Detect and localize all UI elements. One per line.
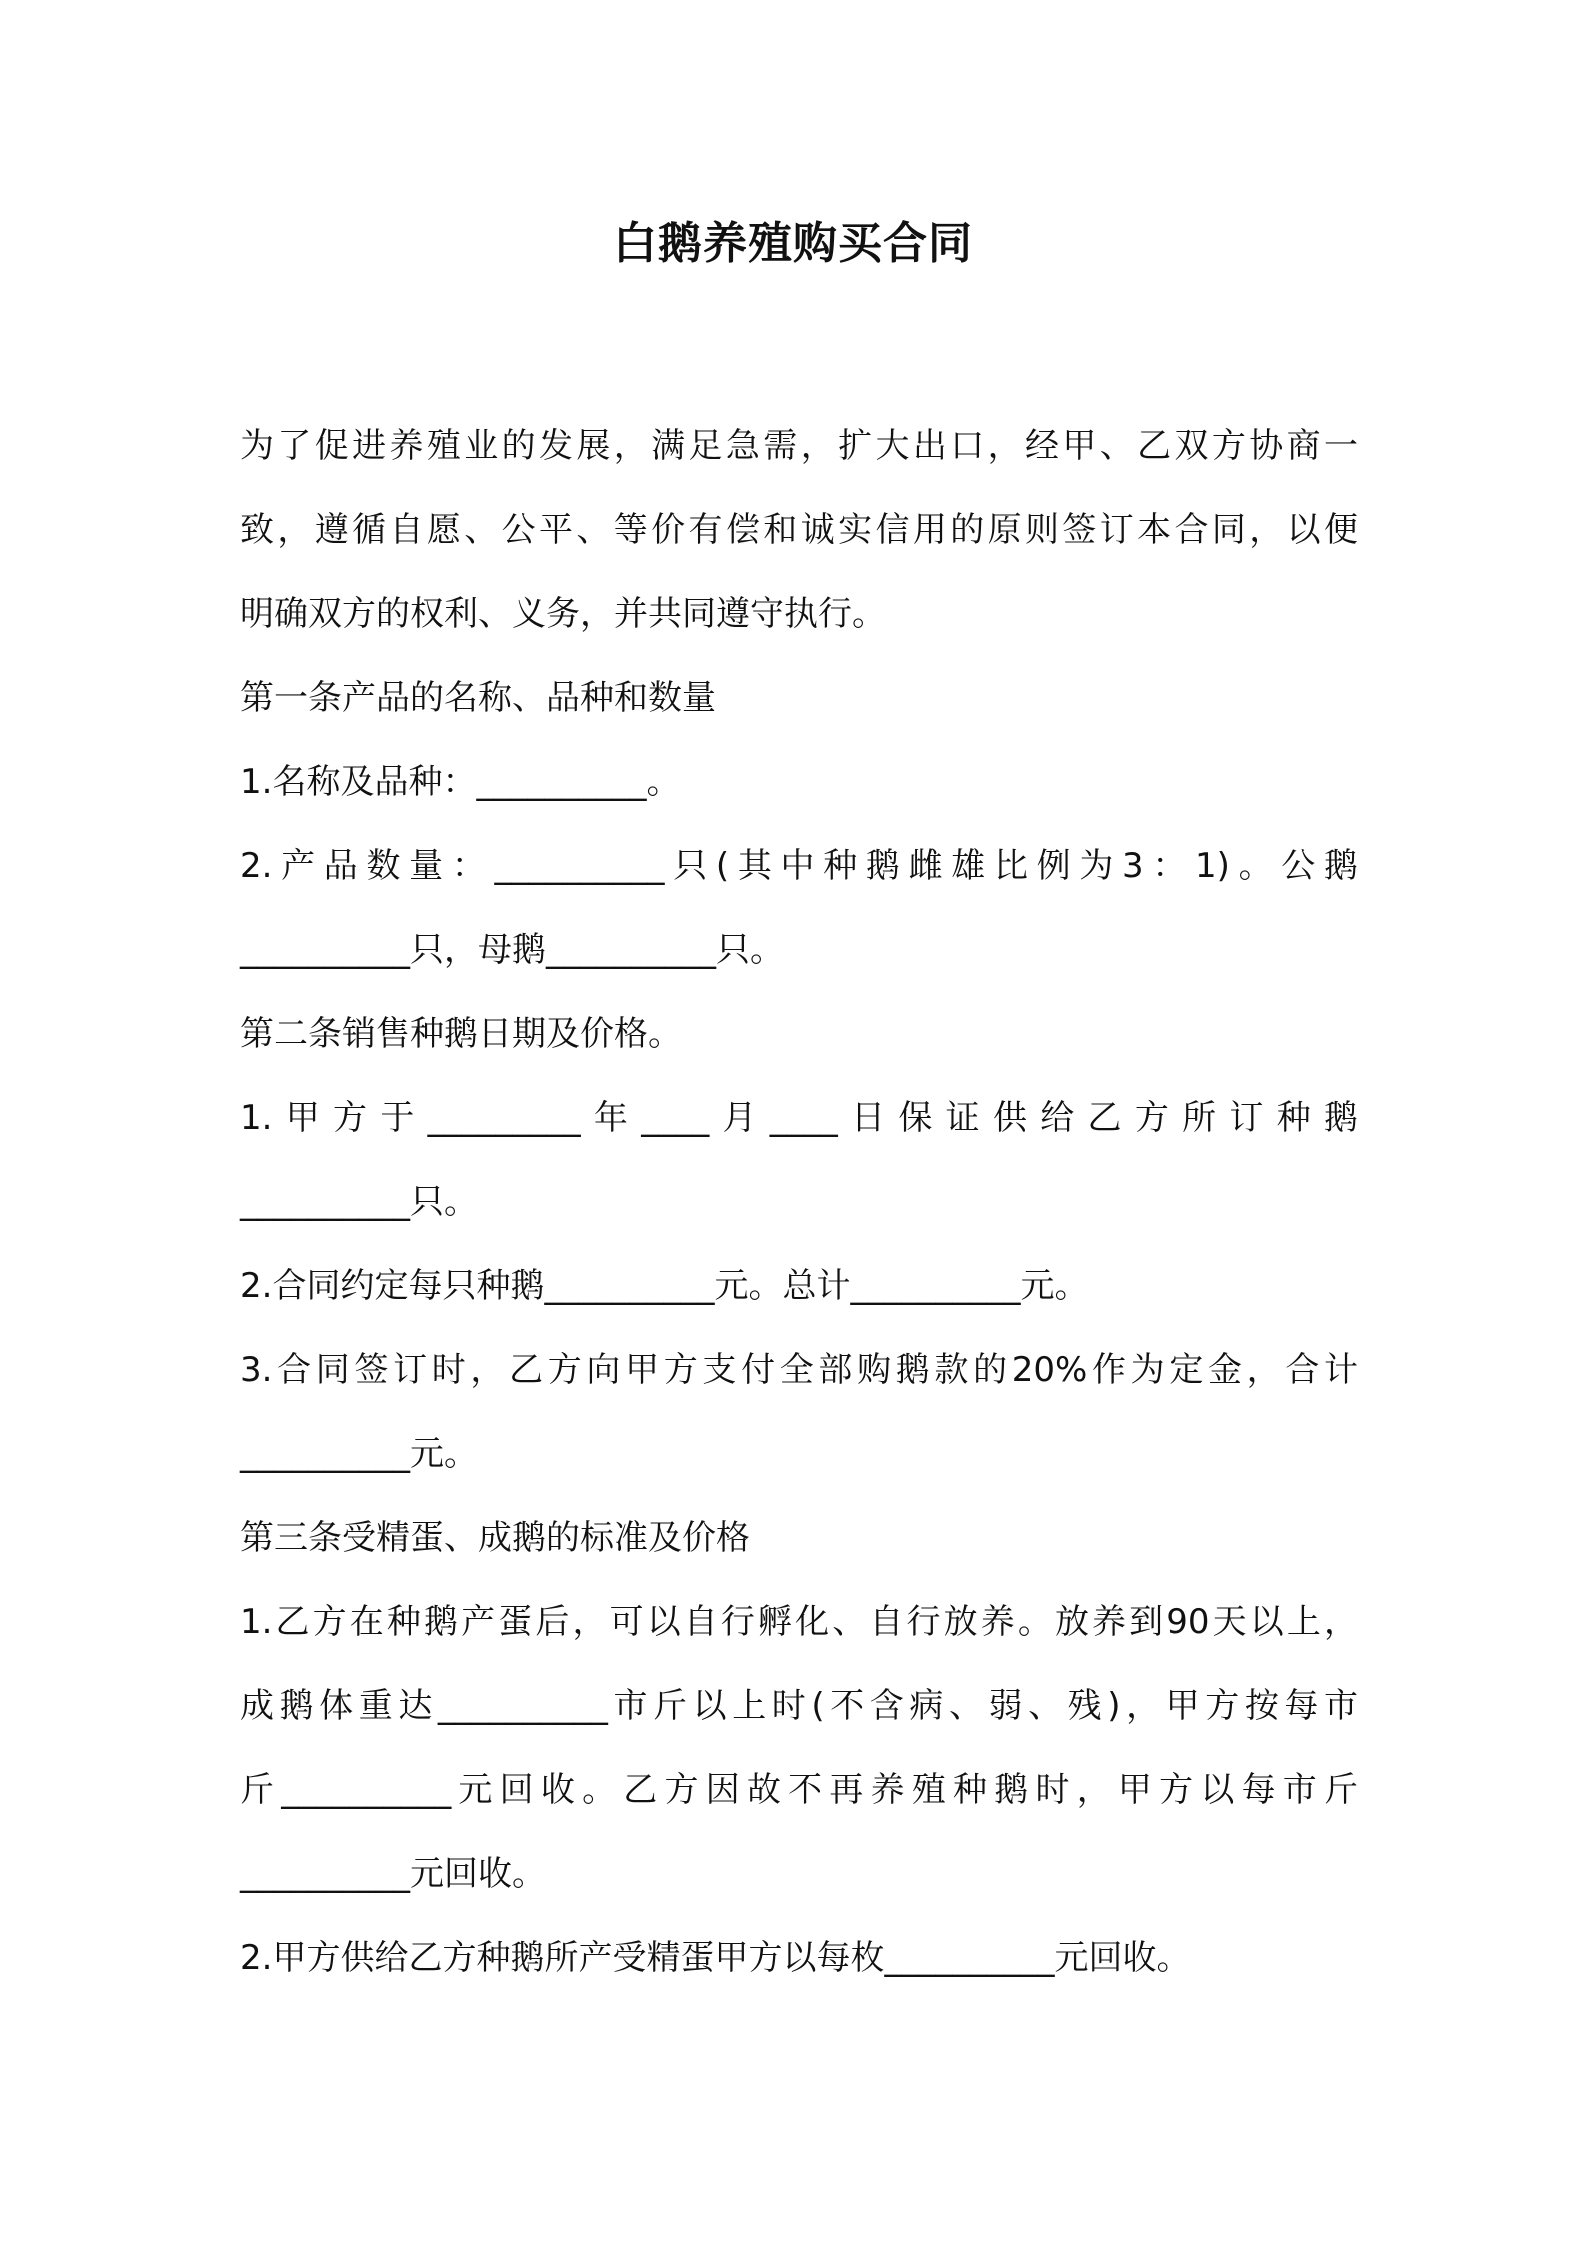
article-2-heading: 第二条销售种鹅日期及价格。 (240, 1014, 682, 1054)
article-3-heading: 第三条受精蛋、成鹅的标准及价格 (240, 1518, 750, 1558)
clause-2-3-line-2: __________元。 (240, 1434, 478, 1474)
clause-2-1-line-1: 1.甲方于_________年____月____日保证供给乙方所订种鹅 (240, 1098, 1358, 1138)
clause-1-2-line-2: __________只，母鹅__________只。 (240, 930, 784, 970)
clause-2-1-line-2: __________只。 (240, 1182, 478, 1222)
clause-2-2: 2.合同约定每只种鹅__________元。总计__________元。 (240, 1266, 1089, 1306)
preamble-line-3: 明确双方的权利、义务，并共同遵守执行。 (240, 594, 886, 634)
clause-3-1-line-2: 成鹅体重达__________市斤以上时(不含病、弱、残)，甲方按每市 (240, 1686, 1358, 1726)
document-body (240, 404, 1358, 2000)
preamble-line-1: 为了促进养殖业的发展，满足急需，扩大出口，经甲、乙双方协商一 (240, 426, 1358, 466)
clause-1-2-line-1: 2.产品数量：__________只(其中种鹅雌雄比例为3：1)。公鹅 (240, 846, 1358, 886)
clause-3-1-line-1: 1.乙方在种鹅产蛋后，可以自行孵化、自行放养。放养到90天以上， (240, 1602, 1358, 1642)
clause-3-1-line-4: __________元回收。 (240, 1854, 546, 1894)
preamble-line-2: 致，遵循自愿、公平、等价有偿和诚实信用的原则签订本合同，以便 (240, 510, 1358, 550)
document-title: 白鹅养殖购买合同 (613, 218, 973, 269)
article-1-heading: 第一条产品的名称、品种和数量 (240, 678, 716, 718)
clause-1-1: 1.名称及品种：__________。 (240, 762, 681, 802)
clause-2-3-line-1: 3.合同签订时，乙方向甲方支付全部购鹅款的20%作为定金，合计 (240, 1350, 1358, 1390)
clause-3-2: 2.甲方供给乙方种鹅所产受精蛋甲方以每枚__________元回收。 (240, 1938, 1191, 1978)
clause-3-1-line-3: 斤__________元回收。乙方因故不再养殖种鹅时，甲方以每市斤 (240, 1770, 1358, 1810)
